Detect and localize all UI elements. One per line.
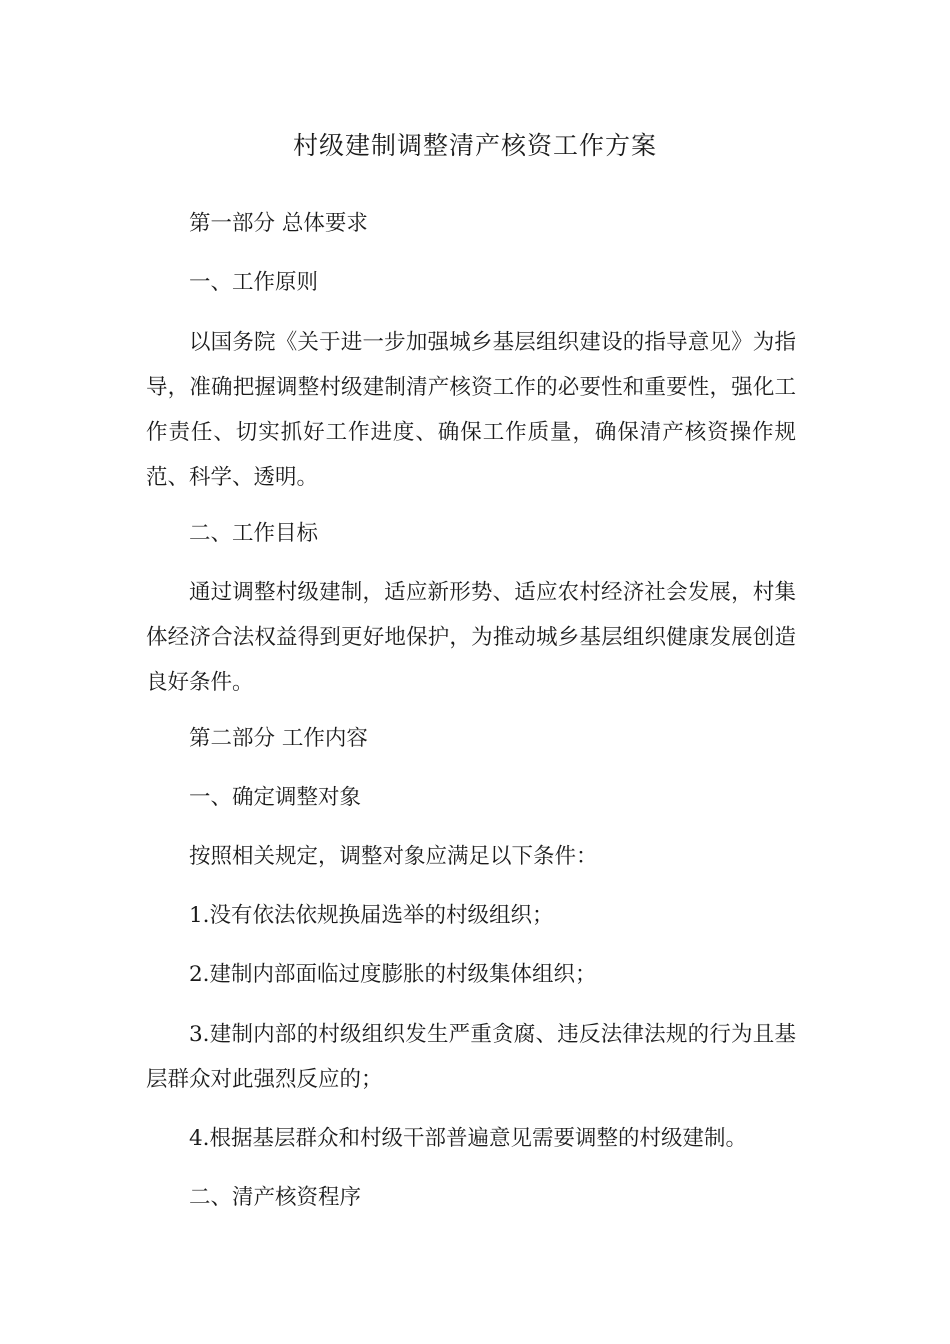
subheading-audit-procedure: 二、清产核资程序 <box>189 1185 362 1210</box>
section-heading-part-one: 第一部分 总体要求 <box>189 211 368 236</box>
paragraph-conditions-intro: 按照相关规定，调整对象应满足以下条件： <box>189 844 598 869</box>
subheading-adjust-target: 一、确定调整对象 <box>189 785 362 810</box>
paragraph-work-goal: 通过调整村级建制，适应新形势、适应农村经济社会发展，村集体经济合法权益得到更好地保护，为推动城乡基层组织健康发展创造良好条件。 <box>146 580 796 695</box>
list-item-condition-1: 1.没有依法依规换届选举的村级组织； <box>189 903 554 928</box>
document-title: 村级建制调整清产核资工作方案 <box>292 131 657 160</box>
list-item-condition-4: 4.根据基层群众和村级干部普遍意见需要调整的村级建制。 <box>189 1126 748 1151</box>
subheading-work-principle: 一、工作原则 <box>189 270 319 295</box>
list-item-condition-2: 2.建制内部面临过度膨胀的村级集体组织； <box>189 962 597 987</box>
list-item-condition-3: 3.建制内部的村级组织发生严重贪腐、违反法律法规的行为且基层群众对此强烈反应的； <box>146 1022 796 1092</box>
subheading-work-goal: 二、工作目标 <box>189 521 319 546</box>
paragraph-work-principle: 以国务院《关于进一步加强城乡基层组织建设的指导意见》为指导，准确把握调整村级建制清产核资工作的必要性和重要性，强化工作责任、切实抓好工作进度、确保工作质量，确保清产核资操作规范、科学、透明。 <box>146 330 796 490</box>
section-heading-part-two: 第二部分 工作内容 <box>189 726 368 751</box>
